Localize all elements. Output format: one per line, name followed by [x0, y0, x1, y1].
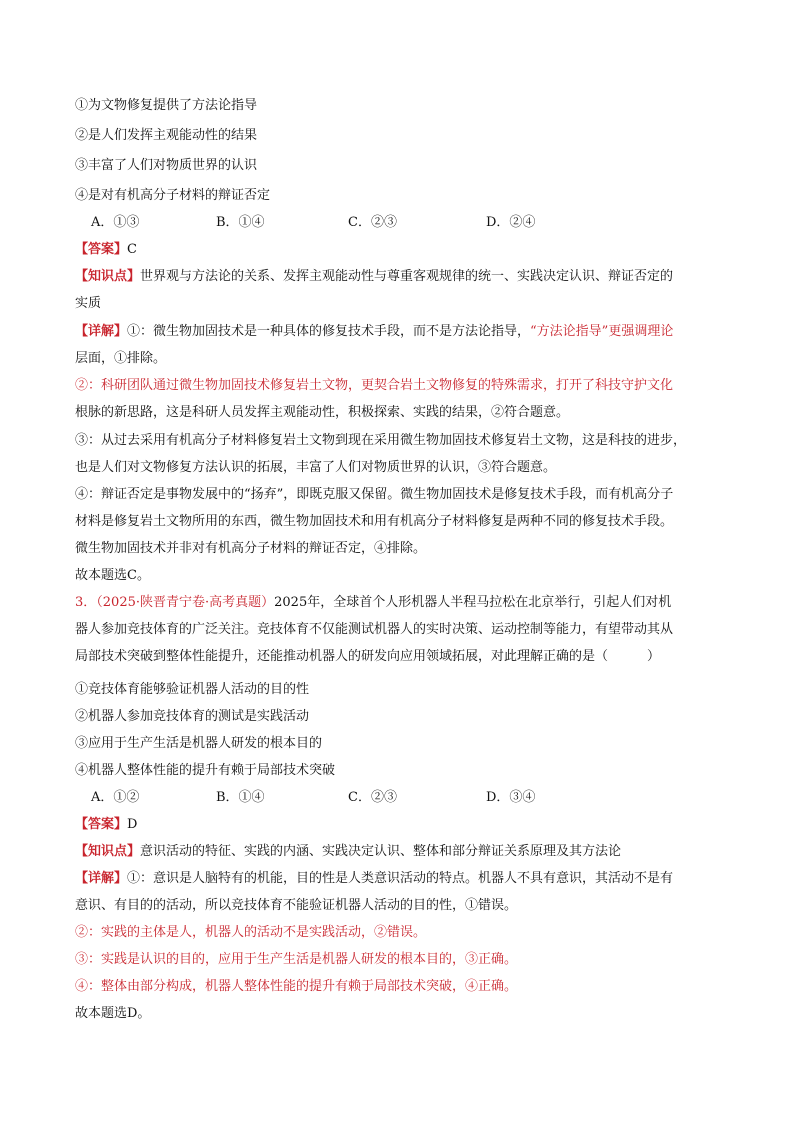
q2-detail-3-line2: 也是人们对文物修复方法认识的拓展，丰富了人们对物质世界的认识，③符合题意。	[75, 460, 557, 475]
q2-answer-value: C	[127, 242, 137, 257]
q2-detail-3-line1: ③：从过去采用有机高分子材料修复岩土文物到现在采用微生物加固技术修复岩土文物，这是科技的进步，	[75, 433, 687, 448]
q2-detail-1-line2: 层面，①排除。	[75, 351, 167, 366]
q3-answer-value: D	[127, 817, 138, 832]
q2-detail-2-line2: 根脉的新思路，这是科研人员发挥主观能动性，积极探索、实践的结果，②符合题意。	[75, 405, 570, 420]
q2-option-3: ③丰富了人们对物质世界的认识	[75, 158, 258, 173]
q2-detail-tag: 【详解】	[75, 324, 128, 339]
q2-detail-1-red: “方法论指导”更强调理论	[530, 324, 674, 339]
q2-detail-1-text: ①：微生物加固技术是一种具体的修复技术手段，而不是方法论指导，	[127, 324, 531, 339]
q3-knowledge	[75, 842, 621, 862]
q3-choice-a: A．①②	[91, 790, 140, 805]
q2-detail-2-line1: ②：科研团队通过微生物加固技术修复岩土文物，更契合岩土文物修复的特殊需求，打开了科技守护文化	[75, 378, 674, 393]
q3-detail-1-text: ①：意识是人脑特有的机能，目的性是人类意识活动的特点。机器人不具有意识，其活动不是有	[127, 871, 674, 886]
q2-detail-4-line1: ④：辩证否定是事物发展中的“扬弃”，即既克服又保留。微生物加固技术是修复技术手段，而有机高分子	[75, 487, 674, 502]
q3-option-1: ①竞技体育能够验证机器人活动的目的性	[75, 682, 310, 697]
q2-knowledge	[75, 267, 673, 287]
q3-detail-tag: 【详解】	[75, 871, 128, 886]
q3-knowledge-text: 意识活动的特征、实践的内涵、实践决定认识、整体和部分辩证关系原理及其方法论	[140, 844, 622, 859]
q2-detail-1	[75, 322, 673, 342]
q3-option-3: ③应用于生产生活是机器人研发的根本目的	[75, 736, 323, 751]
q3-detail-1-line2: 意识、有目的的活动，所以竞技体育不能验证机器人活动的目的性，①错误。	[75, 898, 518, 913]
q3-conclusion: 故本题选D。	[75, 1006, 151, 1021]
q2-knowledge-tag: 【知识点】	[75, 269, 141, 284]
q3-stem-line2: 器人参加竞技体育的广泛关注。竞技体育不仅能测试机器人的实时决策、运动控制等能力，有望带动其从	[75, 622, 674, 637]
q2-knowledge-text: 世界观与方法论的关系、发挥主观能动性与尊重客观规律的统一、实践决定认识、辩证否定的	[140, 269, 674, 284]
q3-choice-d: D．③④	[486, 790, 536, 805]
q3-detail-4: ④：整体由部分构成，机器人整体性能的提升有赖于局部技术突破，④正确。	[75, 979, 518, 994]
q3-choice-c: C．②③	[348, 790, 397, 805]
q3-answer	[75, 815, 137, 835]
q2-choice-c: C．②③	[348, 215, 397, 230]
q3-stem-line3: 局部技术突破到整体性能提升，还能推动机器人的研发向应用领域拓展，对此理解正确的是（ ）	[75, 649, 661, 664]
q3-detail-1	[75, 869, 673, 889]
q3-answer-tag: 【答案】	[75, 817, 128, 832]
q2-knowledge-line2: 实质	[75, 296, 102, 311]
q3-stem-text: 2025年，全球首个人形机器人半程马拉松在北京举行，引起人们对机	[274, 595, 672, 610]
q2-answer	[75, 240, 137, 260]
q3-option-2: ②机器人参加竞技体育的测试是实践活动	[75, 709, 310, 724]
q3-stem-line1	[75, 593, 671, 613]
q2-choice-a: A．①③	[91, 215, 140, 230]
q2-conclusion: 故本题选C。	[75, 568, 150, 583]
q2-answer-tag: 【答案】	[75, 242, 128, 257]
q2-detail-4-line3: 微生物加固技术并非对有机高分子材料的辩证否定，④排除。	[75, 541, 427, 556]
q3-choice-b: B．①④	[216, 790, 265, 805]
q3-option-4: ④机器人整体性能的提升有赖于局部技术突破	[75, 763, 336, 778]
q2-choice-d: D．②④	[486, 215, 536, 230]
q3-detail-3: ③：实践是认识的目的，应用于生产生活是机器人研发的根本目的，③正确。	[75, 952, 518, 967]
q2-detail-4-line2: 材料是修复岩土文物所用的东西，微生物加固技术和用有机高分子材料修复是两种不同的修复技术手段。	[75, 514, 674, 529]
q2-option-2: ②是人们发挥主观能动性的结果	[75, 128, 258, 143]
q3-detail-2: ②：实践的主体是人，机器人的活动不是实践活动，②错误。	[75, 925, 427, 940]
q3-source: 3．（2025·陕晋青宁卷·高考真题）	[75, 595, 275, 610]
q3-knowledge-tag: 【知识点】	[75, 844, 141, 859]
q2-option-4: ④是对有机高分子材料的辩证否定	[75, 188, 271, 203]
q2-option-1: ①为文物修复提供了方法论指导	[75, 98, 258, 113]
q2-choice-b: B．①④	[216, 215, 265, 230]
